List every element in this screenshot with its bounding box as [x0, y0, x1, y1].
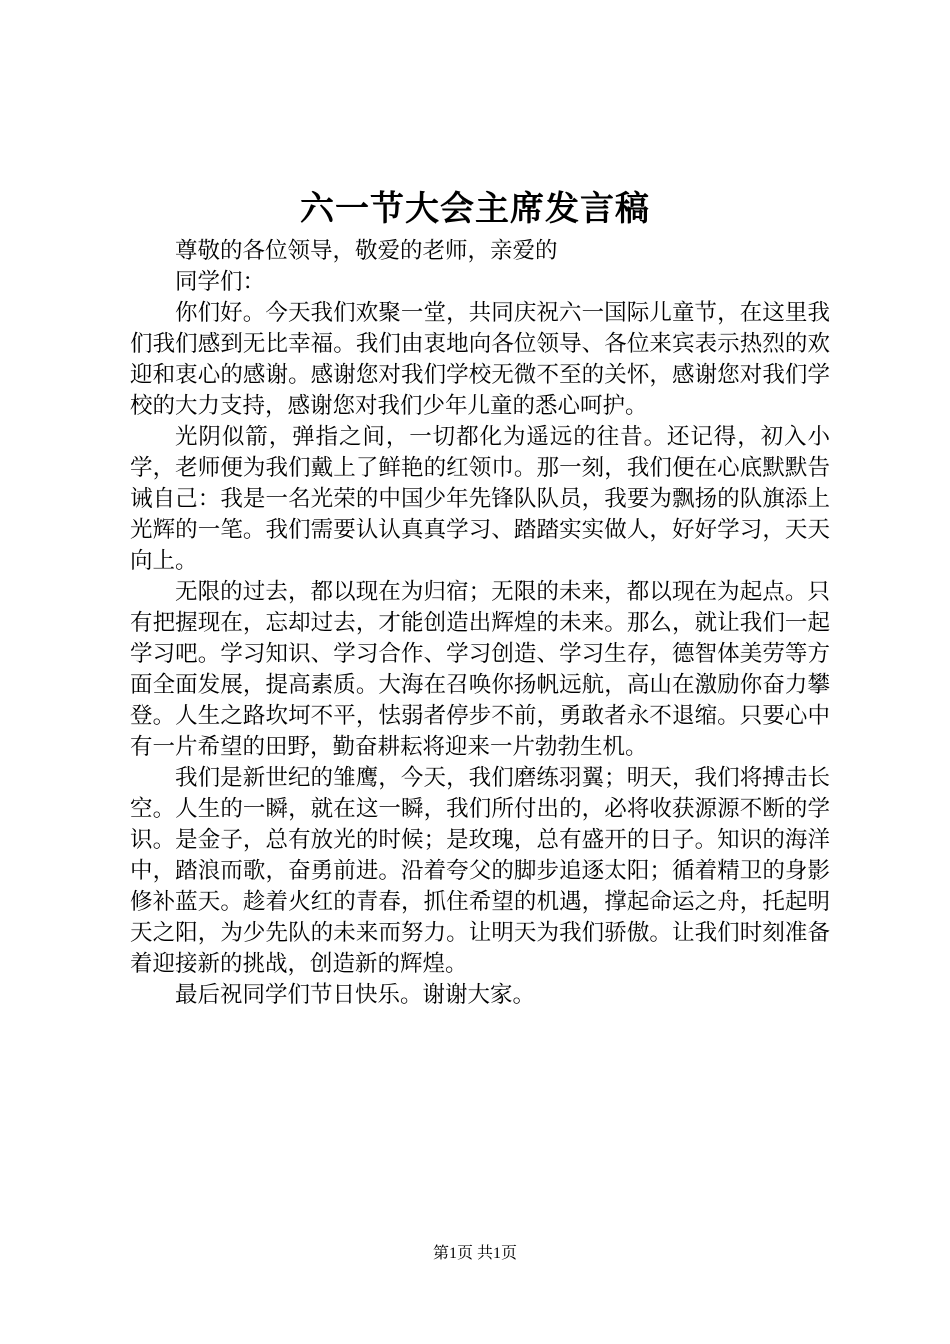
document-title: 六一节大会主席发言稿 [300, 189, 650, 229]
salutation-line: 尊敬的各位领导，敬爱的老师，亲爱的 [175, 238, 558, 264]
document-body [130, 236, 830, 1011]
salutation-line: 同学们： [175, 269, 266, 295]
body-paragraph: 我们是新世纪的雏鹰，今天，我们磨练羽翼；明天，我们将搏击长空。人生的一瞬，就在这一瞬，我们所付出的，必将收获源源不断的学识。是金子，总有放光的时候；是玫瑰，总有盛开的日子。知识的海洋中，踏浪而歌，奋勇前进。沿着夸父的脚步追逐太阳；循着精卫的身影修补蓝天。趁着火红的青春，抓住希望的机遇，撑起命运之舟，托起明天之阳，为少先队的未来而努力。让明天为我们骄傲。让我们时刻准备着迎接新的挑战，创造新的辉煌。 [130, 765, 830, 977]
body-paragraph: 你们好。今天我们欢聚一堂，共同庆祝六一国际儿童节，在这里我们我们感到无比幸福。我们由衷地向各位领导、各位来宾表示热烈的欢迎和衷心的感谢。感谢您对我们学校无微不至的关怀，感谢您对我们学校的大力支持，感谢您对我们少年儿童的悉心呵护。 [130, 300, 830, 419]
body-paragraph: 光阴似箭，弹指之间，一切都化为遥远的往昔。还记得，初入小学，老师便为我们戴上了鲜艳的红领巾。那一刻，我们便在心底默默告诫自己：我是一名光荣的中国少年先锋队队员，我要为飘扬的队旗添上光辉的一笔。我们需要认认真真学习、踏踏实实做人，好好学习，天天向上。 [130, 424, 830, 574]
body-paragraph: 无限的过去，都以现在为归宿；无限的未来，都以现在为起点。只有把握现在，忘却过去，才能创造出辉煌的未来。那么，就让我们一起学习吧。学习知识、学习合作、学习创造、学习生存，德智体美劳等方面全面发展，提高素质。大海在召唤你扬帆远航，高山在激励你奋力攀登。人生之路坎坷不平，怯弱者停步不前，勇敢者永不退缩。只要心中有一片希望的田野，勤奋耕耘将迎来一片勃勃生机。 [130, 579, 830, 760]
page-footer: 第1页 共1页 [432, 1245, 517, 1262]
body-paragraph: 最后祝同学们节日快乐。谢谢大家。 [175, 982, 536, 1008]
